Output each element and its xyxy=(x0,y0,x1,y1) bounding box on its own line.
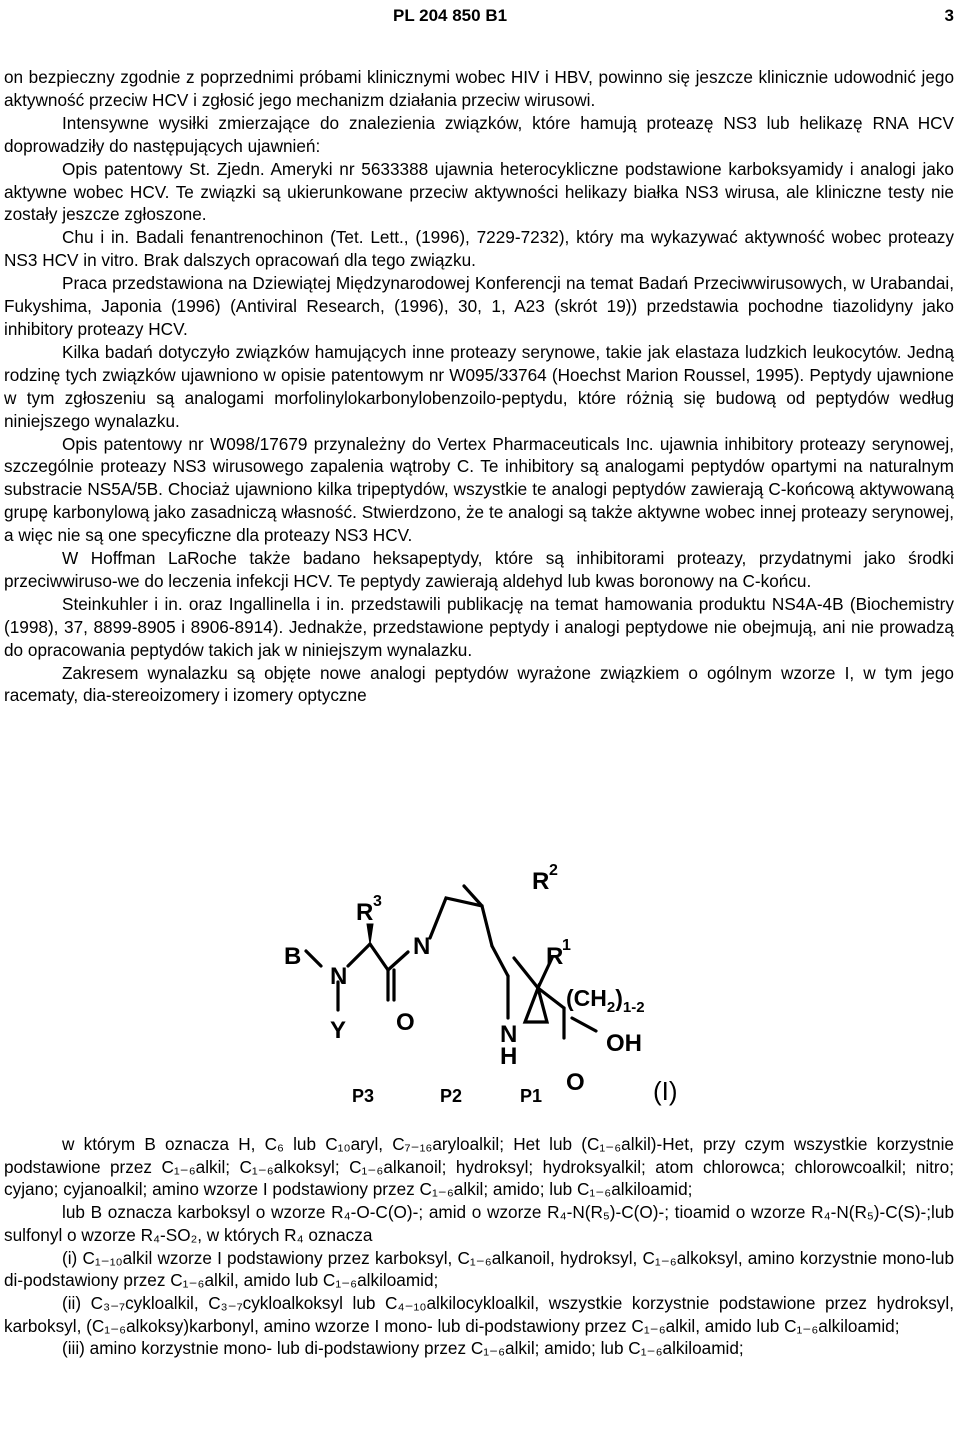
paragraph-6: Kilka badań dotyczyło związków hamujących inne proteazy serynowe, takie jak elastaza ludzkich leukocytów. Jedną rodzinę tych związków ujawniono w opisie patentowym nr W095/33764 (Hoechst Marion Roussel, 1995). Peptydy ujawnione w tym zgłoszeniu są analogami morfolinylokarbonylobenzoilo-peptydu, które różnią się budową od peptydów według niniejszego wynalazku. xyxy=(4,341,954,431)
definition-r4-ii: (ii) C₃₋₇cykloalkil, C₃₋₇cykloalkoksyl lub C₄₋₁₀alkilocykloalkil, wszystkie korzystnie podstawione przez hydroksyl, karboksyl, (C₁₋₆alkoksy)karbonyl, amino wzorze I mono- lub di-podstawiony przez C₁₋₆alkil, amido lub C₁₋₆alkiloamid; xyxy=(4,1292,954,1336)
bond-ring-ca xyxy=(492,946,508,976)
bond-oh xyxy=(572,1018,596,1031)
wedge-r3 xyxy=(367,924,373,944)
label-ch2: $(CH_2)_{1-2}$ xyxy=(566,985,645,1016)
paragraph-10: Zakresem wynalazku są objęte nowe analogi peptydów wyrażone związkiem o ogólnym wzorze I, w tym jego racematy, dia-stereoizomery i izomery optyczne xyxy=(4,662,954,706)
label-o-p1: O xyxy=(566,1069,585,1096)
definition-r4-i: (i) C₁₋₁₀alkil wzorze I podstawiony przez karboksyl, C₁₋₆alkanoil, hydroksyl, C₁₋₆alkoksyl, amino korzystnie mono-lub di-podstawiony przez C₁₋₆alkil, amido lub C₁₋₆alkiloamid; xyxy=(4,1247,954,1291)
paragraph-8: W Hoffman LaRoche także badano heksapeptydy, które są inhibitorami proteazy, przydatnymi jako środki przeciwwiruso-we do leczenia infekcji HCV. Te peptydy zawierają aldehyd lub kwas boronowy na C-końcu. xyxy=(4,548,954,591)
label-oh: OH xyxy=(606,1030,642,1057)
paragraph-2: Intensywne wysiłki zmierzające do znalezienia związków, które hamują proteazę NS3 lub helikazę RNA HCV doprowadziły do następujących ujawnień: xyxy=(4,112,954,156)
paragraph-3: Opis patentowy St. Zjedn. Ameryki nr 5633388 ujawnia heterocykliczne podstawione karboksyamidy i analogi jako aktywne wobec HCV. Te związki są ukierunkowane przeciw aktywności helikazy białka NS3 wirusa, ale kliniczne testy nie zostały jeszcze zgłoszone. xyxy=(4,158,954,225)
label-nh-h: H xyxy=(500,1043,518,1070)
label-r1-sup: 1 xyxy=(562,937,571,954)
bond-b-n xyxy=(306,951,321,966)
label-r2: R xyxy=(532,868,550,895)
label-o-p3: O xyxy=(396,1009,415,1036)
bond-n-ca xyxy=(348,944,370,966)
definitions xyxy=(4,1133,954,1360)
definition-b: w którym B oznacza H, C₆ lub C₁₀aryl, C₇₋₁₆aryloalkil; Het lub (C₁₋₆alkil)-Het, przy czym wszystkie korzystnie podstawione przez C₁₋₆alkil; C₁₋₆alkoksyl; C₁₋₆alkanoil; hydroksyl; hydroksyalkil; atom chlorowca; chlorowcoalkil; nitro; cyjano; cyjanoalkil; amino wzorze I podstawiony przez C₁₋₆alkil; amido; lub C₁₋₆alkiloamid; xyxy=(4,1134,954,1200)
label-p1: P1 xyxy=(520,1086,543,1106)
definition-r4-iii: (iii) amino korzystnie mono- lub di-podstawiony przez C₁₋₆alkil; amido; lub C₁₋₆alkiloamid; xyxy=(62,1338,744,1359)
label-r1: R xyxy=(546,943,564,970)
label-n-proline: N xyxy=(413,933,431,960)
label-r3: R xyxy=(356,899,374,926)
label-p2: P2 xyxy=(440,1086,463,1106)
label-b: B xyxy=(284,943,302,970)
label-r3-sup: 3 xyxy=(373,893,382,910)
paragraph-9: Steinkuhler i in. oraz Ingallinella i in. przedstawili publikację na temat hamowania produktu NS4A-4B (Biochemistry (1998), 37, 8899-8905 i 8906-8914). Jednakże, przedstawione peptydy i analogi peptydowe nie obejmują, ani nie prowadzą do opracowania peptydów takich jak w niniejszym wynalazku. xyxy=(4,593,954,660)
bond-co-n xyxy=(388,952,408,970)
label-r2-sup: 2 xyxy=(549,862,558,879)
paragraph-5: Praca przedstawiona na Dziewiątej Międzynarodowej Konferencji na temat Badań Przeciwwirusowych, w Urabandai, Fukyshima, Japonia (1996) (Antiviral Research, (1996), 30, 1, A23 (skrót 19)) przedstawia pochodne tiazolidyny jako inhibitory proteazy HCV. xyxy=(4,273,954,339)
page-header xyxy=(0,4,960,28)
label-y: Y xyxy=(330,1017,347,1044)
body-text xyxy=(4,66,954,707)
paragraph-1: on bezpieczny zgodnie z poprzednimi próbami klinicznymi wobec HIV i HBV, powinno się jeszcze klinicznie udowodnić jego aktywność przeciw HCV i zgłosić jego mechanizm działania przeciw wirusowi. xyxy=(4,67,954,110)
bond-nh-c xyxy=(514,958,538,988)
label-nh-n: N xyxy=(500,1021,518,1048)
page-number: 3 xyxy=(944,6,954,25)
bond-ca-co xyxy=(370,944,388,970)
formula-id: (I) xyxy=(653,1076,678,1106)
label-p3: P3 xyxy=(352,1086,375,1106)
paragraph-4: Chu i in. Badali fenantrenochinon (Tet. Lett., (1996), 7229-7232), który ma wykazywać aktywność wobec proteazy NS3 HCV in vitro. Brak dalszych opracowań dla tego związku. xyxy=(4,227,954,271)
publication-number: PL 204 850 B1 xyxy=(393,6,508,25)
paragraph-7: Opis patentowy nr W098/17679 przynależny do Vertex Pharmaceuticals Inc. ujawnia inhibitory proteazy serynowej, szczególnie proteazy NS3 wirusowego zapalenia wątroby C. Te inhibitory są analogami peptydów opartymi na naturalnym substracie NS5A/5B. Chociaż ujawniono kilka tripeptydów, wszystkie te analogi peptydów zawierają C-końcową aktywowaną grupę karbonylową jako zasadniczą własność. Stwierdzono, że te analogi są także aktywne wobec innej proteazy serynowej, a więc nie są one specyficzne dla proteazy NS3 HCV. xyxy=(4,433,954,546)
chemical-formula-I xyxy=(270,858,690,1114)
definition-b-alt: lub B oznacza karboksyl o wzorze R₄-O-C(O)-; amid o wzorze R₄-N(R₅)-C(O)-; tioamid o wzorze R₄-N(R₅)-C(S)-;lub sulfonyl o wzorze R₄-SO₂, w których R₄ oznacza xyxy=(4,1202,954,1245)
label-n-p3: N xyxy=(330,963,348,990)
